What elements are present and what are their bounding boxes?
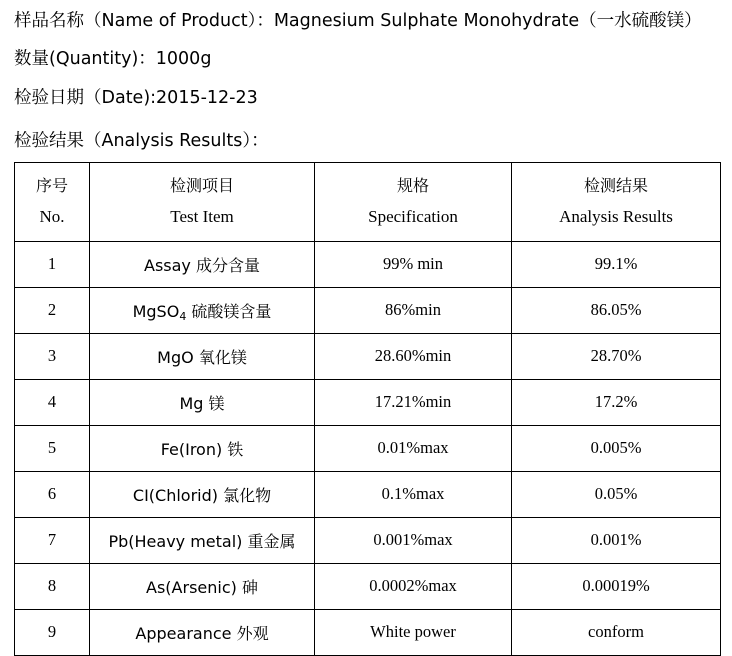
row-result: 86.05% — [512, 287, 721, 333]
row-no: 7 — [15, 517, 90, 563]
table-row — [15, 287, 721, 333]
row-result: 0.001% — [512, 517, 721, 563]
table-row — [15, 425, 721, 471]
row-no: 3 — [15, 333, 90, 379]
row-specification: White power — [315, 609, 512, 655]
row-no: 4 — [15, 379, 90, 425]
column-header-no — [15, 162, 90, 241]
table-row — [15, 563, 721, 609]
row-no: 2 — [15, 287, 90, 333]
row-test-item: Fe(Iron) 铁 — [90, 425, 315, 471]
row-specification: 17.21%min — [315, 379, 512, 425]
row-specification: 0.01%max — [315, 425, 512, 471]
row-result: 0.00019% — [512, 563, 721, 609]
row-result: 0.05% — [512, 471, 721, 517]
row-specification: 86%min — [315, 287, 512, 333]
column-header-specification — [315, 162, 512, 241]
table-row — [15, 517, 721, 563]
row-no: 8 — [15, 563, 90, 609]
row-specification: 0.1%max — [315, 471, 512, 517]
row-test-item: Pb(Heavy metal) 重金属 — [90, 517, 315, 563]
row-result: conform — [512, 609, 721, 655]
row-no: 9 — [15, 609, 90, 655]
row-test-item-rest: 硫酸镁含量 — [186, 301, 272, 321]
row-test-item: Appearance 外观 — [90, 609, 315, 655]
row-specification: 28.60%min — [315, 333, 512, 379]
row-test-item: MgO 氧化镁 — [90, 333, 315, 379]
inspection-date-line: 检验日期（Date):2015-12-23 — [14, 87, 258, 108]
column-header-test-item — [90, 162, 315, 241]
row-no: 6 — [15, 471, 90, 517]
column-header-no-en: No. — [39, 206, 65, 226]
column-header-analysis-results-en: Analysis Results — [559, 206, 673, 226]
column-header-test-item-en: Test Item — [170, 206, 234, 226]
row-result: 28.70% — [512, 333, 721, 379]
column-header-specification-cn: 规格 — [396, 176, 429, 196]
row-test-item: Mg 镁 — [90, 379, 315, 425]
row-no: 1 — [15, 241, 90, 287]
table-body — [15, 241, 721, 655]
row-test-item: CI(Chlorid) 氯化物 — [90, 471, 315, 517]
row-specification: 0.001%max — [315, 517, 512, 563]
column-header-test-item-cn: 检测项目 — [169, 176, 234, 196]
table-row — [15, 333, 721, 379]
column-header-specification-en: Specification — [368, 206, 458, 226]
product-name-line: 样品名称（Name of Product）：Magnesium Sulphate Monohydrate（一水硫酸镁） — [14, 11, 702, 31]
quantity-line: 数量(Quantity)：1000g — [14, 49, 212, 70]
row-test-item — [90, 287, 315, 333]
analysis-results-label: 检验结果（Analysis Results）： — [14, 130, 269, 151]
row-specification: 0.0002%max — [315, 563, 512, 609]
column-header-analysis-results-cn: 检测结果 — [583, 176, 648, 196]
row-test-item: Assay 成分含量 — [90, 241, 315, 287]
row-result: 0.005% — [512, 425, 721, 471]
row-test-item: As(Arsenic) 砷 — [90, 563, 315, 609]
table-row — [15, 241, 721, 287]
column-header-no-cn: 序号 — [35, 176, 68, 196]
table-row — [15, 379, 721, 425]
analysis-results-table — [14, 162, 721, 656]
row-no: 5 — [15, 425, 90, 471]
table-row — [15, 471, 721, 517]
column-header-analysis-results — [512, 162, 721, 241]
row-specification: 99% min — [315, 241, 512, 287]
row-result: 17.2% — [512, 379, 721, 425]
table-header — [15, 162, 721, 241]
table-row — [15, 609, 721, 655]
row-test-item-base: MgSO — [132, 301, 180, 321]
row-result: 99.1% — [512, 241, 721, 287]
row-test-item-subscript: 4 — [179, 309, 187, 323]
table-header-row — [15, 162, 721, 241]
